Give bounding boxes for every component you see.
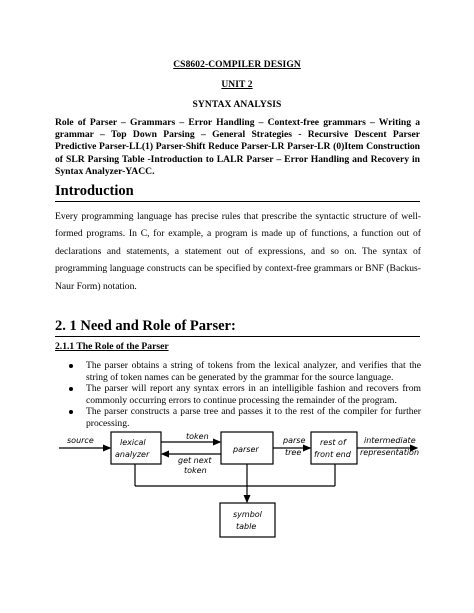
bullet-icon [69, 410, 73, 414]
get-next-label: get next [178, 456, 212, 465]
list-item [55, 383, 421, 406]
symbol-table-box [220, 503, 275, 537]
get-next-token-label: token [184, 466, 207, 475]
parser-role-diagram [55, 428, 420, 553]
heading-rule [55, 201, 420, 202]
section-heading: 2. 1 Need and Role of Parser: [55, 318, 236, 334]
table-label: table [236, 522, 257, 531]
rest-of-label: rest of [320, 438, 346, 447]
list-item-text: The parser constructs a parse tree and passes it to the rest of the compiler for further processing. [86, 406, 421, 429]
introduction-paragraph: Every programming language has precise rules that prescribe the syntactic structure of well-formed programs. In C, for example, a program is made up of functions, a function out of declarations and statements, a statement out of expressions, and so on. The syntax of programming language constructs can be specified by context-free grammars or BNF (Backus-Naur Form) notation. [55, 211, 421, 292]
tree-label: tree [285, 448, 302, 457]
section-heading-block [55, 318, 435, 337]
rest-of-front-end-box [311, 432, 357, 464]
symbol-label: symbol [233, 510, 262, 519]
heading-rule [55, 336, 420, 337]
subsection-heading: 2.1.1 The Role of the Parser [55, 341, 169, 352]
subject-title: SYNTAX ANALYSIS [192, 100, 282, 110]
list-item [55, 360, 421, 383]
introduction-heading-block [55, 183, 435, 202]
list-item [55, 406, 421, 429]
parse-label: parse [283, 436, 306, 445]
lexical-analyzer-box [111, 432, 161, 464]
topics-paragraph: Role of Parser – Grammars – Error Handling – Context-free grammars – Writing a grammar – Top Down Parsing – General Strategies - Recursive Descent Parser Predictive Parser-LL(1) Parser-Shift Reduce Parser-LR Parser-LR (0)Item Construction of SLR Parsing Table -Introduction to LALR Parser – Error Handling and Recovery in Syntax Analyzer-YACC. [55, 117, 420, 177]
bullet-icon [69, 387, 73, 391]
unit-title: UNIT 2 [221, 80, 253, 90]
parser-label: parser [233, 445, 259, 454]
list-item-text: The parser will report any syntax errors in an intelligible fashion and recovers from commonly occurring errors to continue processing the remainder of the program. [86, 383, 421, 406]
front-end-label: front end [314, 450, 351, 459]
bullet-icon [69, 364, 73, 368]
token-label: token [186, 432, 209, 441]
introduction-heading: Introduction [55, 183, 134, 199]
course-title: CS8602-COMPILER DESIGN [173, 60, 301, 70]
intermediate-label: intermediate [364, 436, 416, 445]
list-item-text: The parser obtains a string of tokens from the lexical analyzer, and verifies that the string of token names can be generated by the grammar for the source language. [86, 360, 421, 383]
role-bullet-list [55, 360, 421, 430]
representation-label: representation [360, 448, 420, 457]
lexical-label: lexical [120, 438, 146, 447]
source-label: source [67, 436, 94, 445]
analyzer-label: analyzer [115, 450, 150, 459]
